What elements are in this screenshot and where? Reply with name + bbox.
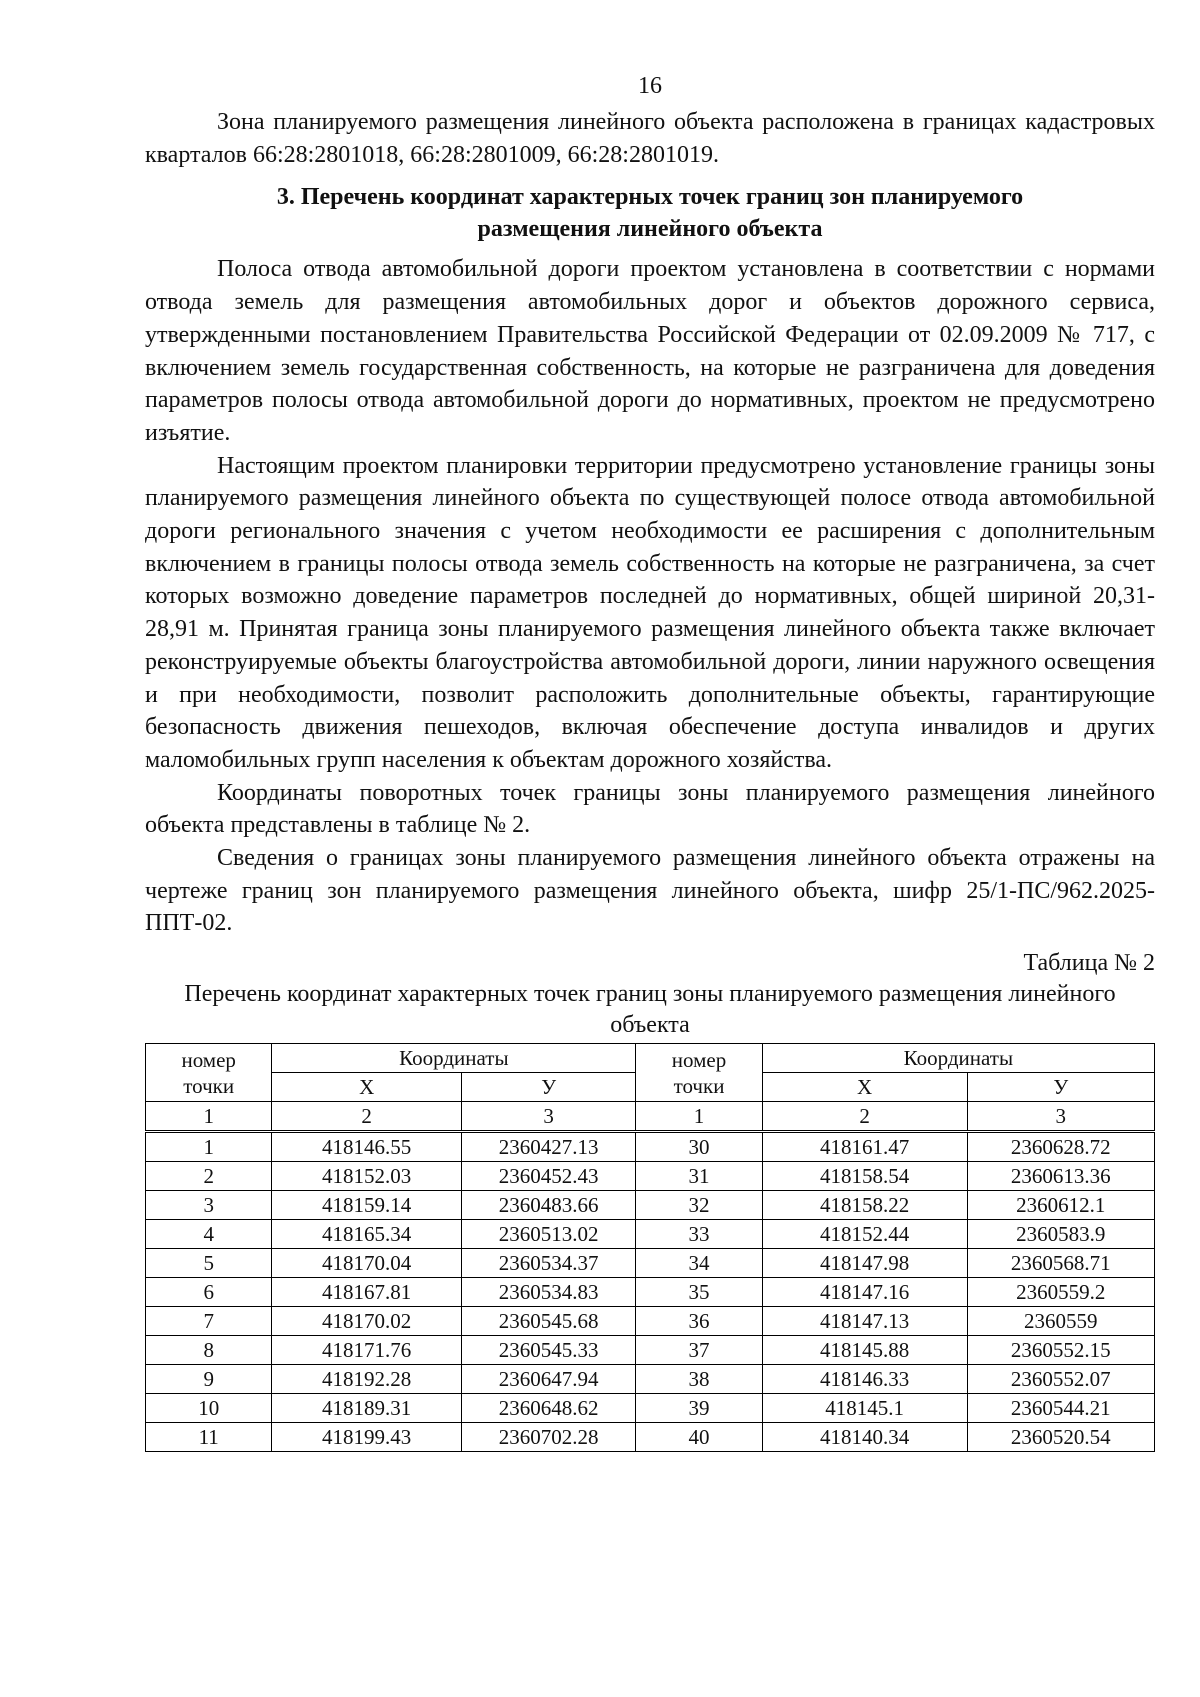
y-coordinate-cell: 2360483.66 [461, 1191, 635, 1220]
y-coordinate-cell: 2360452.43 [461, 1162, 635, 1191]
table-caption: Перечень координат характерных точек границ зоны планируемого размещения линейного объекта [184, 981, 1116, 1039]
header-point-line2: точки [673, 1073, 725, 1098]
header-point-number-right [636, 1044, 762, 1102]
section-title [145, 181, 1155, 245]
y-coordinate-cell: 2360612.1 [967, 1191, 1154, 1220]
point-number-cell: 38 [636, 1365, 762, 1394]
section-title-line1: 3. Перечень координат характерных точек границ зон планируемого [276, 184, 1024, 211]
y-coordinate-cell: 2360545.68 [461, 1307, 635, 1336]
x-coordinate-cell: 418147.16 [762, 1278, 967, 1307]
x-coordinate-cell: 418192.28 [272, 1365, 462, 1394]
x-coordinate-cell: 418147.13 [762, 1307, 967, 1336]
column-number: 3 [967, 1102, 1154, 1132]
point-number-cell: 8 [146, 1336, 272, 1365]
point-number-cell: 6 [146, 1278, 272, 1307]
y-coordinate-cell: 2360568.71 [967, 1249, 1154, 1278]
table-header-row [146, 1044, 1155, 1073]
x-coordinate-cell: 418158.54 [762, 1162, 967, 1191]
x-coordinate-cell: 418159.14 [272, 1191, 462, 1220]
point-number-cell: 35 [636, 1278, 762, 1307]
table-row [146, 1220, 1155, 1249]
paragraph-coordinates-reference: Координаты поворотных точек границы зоны планируемого размещения линейного объекта представлены в таблице № 2. [145, 779, 1155, 839]
header-y-left: У [461, 1073, 635, 1102]
y-coordinate-cell: 2360613.36 [967, 1162, 1154, 1191]
x-coordinate-cell: 418146.55 [272, 1132, 462, 1162]
point-number-cell: 7 [146, 1307, 272, 1336]
header-x-right: Х [762, 1073, 967, 1102]
x-coordinate-cell: 418145.88 [762, 1336, 967, 1365]
point-number-cell: 30 [636, 1132, 762, 1162]
y-coordinate-cell: 2360427.13 [461, 1132, 635, 1162]
paragraph-zone-location: Зона планируемого размещения линейного объекта расположена в границах кадастровых кварталов 66:28:2801018, 66:28:2801009, 66:28:2801019. [145, 109, 1155, 168]
y-coordinate-cell: 2360545.33 [461, 1336, 635, 1365]
table-body [146, 1132, 1155, 1452]
y-coordinate-cell: 2360648.62 [461, 1394, 635, 1423]
point-number-cell: 37 [636, 1336, 762, 1365]
header-coordinates-left: Координаты [272, 1044, 636, 1073]
y-coordinate-cell: 2360628.72 [967, 1132, 1154, 1162]
x-coordinate-cell: 418170.02 [272, 1307, 462, 1336]
header-point-line1: номер [181, 1047, 236, 1072]
y-coordinate-cell: 2360534.37 [461, 1249, 635, 1278]
point-number-cell: 4 [146, 1220, 272, 1249]
y-coordinate-cell: 2360559 [967, 1307, 1154, 1336]
page-number: 16 [638, 73, 662, 99]
x-coordinate-cell: 418199.43 [272, 1423, 462, 1452]
x-coordinate-cell: 418152.44 [762, 1220, 967, 1249]
table-row [146, 1278, 1155, 1307]
point-number-cell: 10 [146, 1394, 272, 1423]
point-number-cell: 32 [636, 1191, 762, 1220]
y-coordinate-cell: 2360552.15 [967, 1336, 1154, 1365]
x-coordinate-cell: 418171.76 [272, 1336, 462, 1365]
x-coordinate-cell: 418145.1 [762, 1394, 967, 1423]
y-coordinate-cell: 2360513.02 [461, 1220, 635, 1249]
point-number-cell: 39 [636, 1394, 762, 1423]
x-coordinate-cell: 418152.03 [272, 1162, 462, 1191]
point-number-cell: 40 [636, 1423, 762, 1452]
header-point-number-left [146, 1044, 272, 1102]
column-number: 1 [636, 1102, 762, 1132]
table-row [146, 1249, 1155, 1278]
point-number-cell: 34 [636, 1249, 762, 1278]
header-point-line2: точки [183, 1073, 235, 1098]
table-label: Таблица № 2 [1023, 950, 1155, 977]
table-row [146, 1365, 1155, 1394]
point-number-cell: 5 [146, 1249, 272, 1278]
column-number-row [146, 1102, 1155, 1132]
paragraph-drawing-reference: Сведения о границах зоны планируемого размещения линейного объекта отражены на чертеже границ зон планируемого размещения линейного объекта, шифр 25/1-ПС/962.2025-ППТ-02. [145, 845, 1155, 937]
point-number-cell: 2 [146, 1162, 272, 1191]
table-row [146, 1132, 1155, 1162]
point-number-cell: 9 [146, 1365, 272, 1394]
y-coordinate-cell: 2360544.21 [967, 1394, 1154, 1423]
point-number-cell: 11 [146, 1423, 272, 1452]
point-number-cell: 33 [636, 1220, 762, 1249]
header-point-line1: номер [671, 1047, 727, 1072]
x-coordinate-cell: 418189.31 [272, 1394, 462, 1423]
x-coordinate-cell: 418158.22 [762, 1191, 967, 1220]
x-coordinate-cell: 418161.47 [762, 1132, 967, 1162]
x-coordinate-cell: 418165.34 [272, 1220, 462, 1249]
y-coordinate-cell: 2360647.94 [461, 1365, 635, 1394]
x-coordinate-cell: 418146.33 [762, 1365, 967, 1394]
coordinates-table [145, 1043, 1155, 1452]
document-page [145, 70, 1155, 1452]
paragraph-project-boundary: Настоящим проектом планировки территории предусмотрено установление границы зоны планируемого размещения линейного объекта по существующей полосе отвода автомобильной дороги регионального значения с учетом необходимости ее расширения с дополнительным включением в границы полосы отвода земель собственность на которые не разграничена, за счет которых возможно доведение параметров последней до нормативных, общей шириной 20,31-28,91 м. Принятая граница зоны планируемого размещения линейного объекта также включает реконструируемые объекты благоустройства автомобильной дороги, линии наружного освещения и при необходимости, позволит расположить дополнительные объекты, гарантирующие безопасность движения пешеходов, включая обеспечение доступа инвалидов и других маломобильных групп населения к объектам дорожного хозяйства. [145, 452, 1155, 773]
y-coordinate-cell: 2360559.2 [967, 1278, 1154, 1307]
point-number-cell: 31 [636, 1162, 762, 1191]
x-coordinate-cell: 418147.98 [762, 1249, 967, 1278]
y-coordinate-cell: 2360534.83 [461, 1278, 635, 1307]
point-number-cell: 3 [146, 1191, 272, 1220]
table-row [146, 1394, 1155, 1423]
header-coordinates-right: Координаты [762, 1044, 1154, 1073]
table-row [146, 1162, 1155, 1191]
header-x-left: Х [272, 1073, 462, 1102]
section-title-line2: размещения линейного объекта [477, 216, 823, 243]
x-coordinate-cell: 418140.34 [762, 1423, 967, 1452]
column-number: 3 [461, 1102, 635, 1132]
point-number-cell: 1 [146, 1132, 272, 1162]
x-coordinate-cell: 418167.81 [272, 1278, 462, 1307]
y-coordinate-cell: 2360583.9 [967, 1220, 1154, 1249]
table-row [146, 1423, 1155, 1452]
column-number: 2 [762, 1102, 967, 1132]
paragraph-right-of-way: Полоса отвода автомобильной дороги проектом установлена в соответствии с нормами отвода земель для размещения автомобильных дорог и объектов дорожного сервиса, утвержденными постановлением Правительства Российской Федерации от 02.09.2009 № 717, с включением земель государственная собственность, на которые не разграничена для доведения параметров полосы отвода автомобильной дороги до нормативных, проектом не предусмотрено изъятие. [145, 256, 1155, 446]
y-coordinate-cell: 2360702.28 [461, 1423, 635, 1452]
table-row [146, 1307, 1155, 1336]
header-y-right: У [967, 1073, 1154, 1102]
table-row [146, 1336, 1155, 1365]
x-coordinate-cell: 418170.04 [272, 1249, 462, 1278]
point-number-cell: 36 [636, 1307, 762, 1336]
y-coordinate-cell: 2360520.54 [967, 1423, 1154, 1452]
table-row [146, 1191, 1155, 1220]
y-coordinate-cell: 2360552.07 [967, 1365, 1154, 1394]
column-number: 1 [146, 1102, 272, 1132]
column-number: 2 [272, 1102, 462, 1132]
